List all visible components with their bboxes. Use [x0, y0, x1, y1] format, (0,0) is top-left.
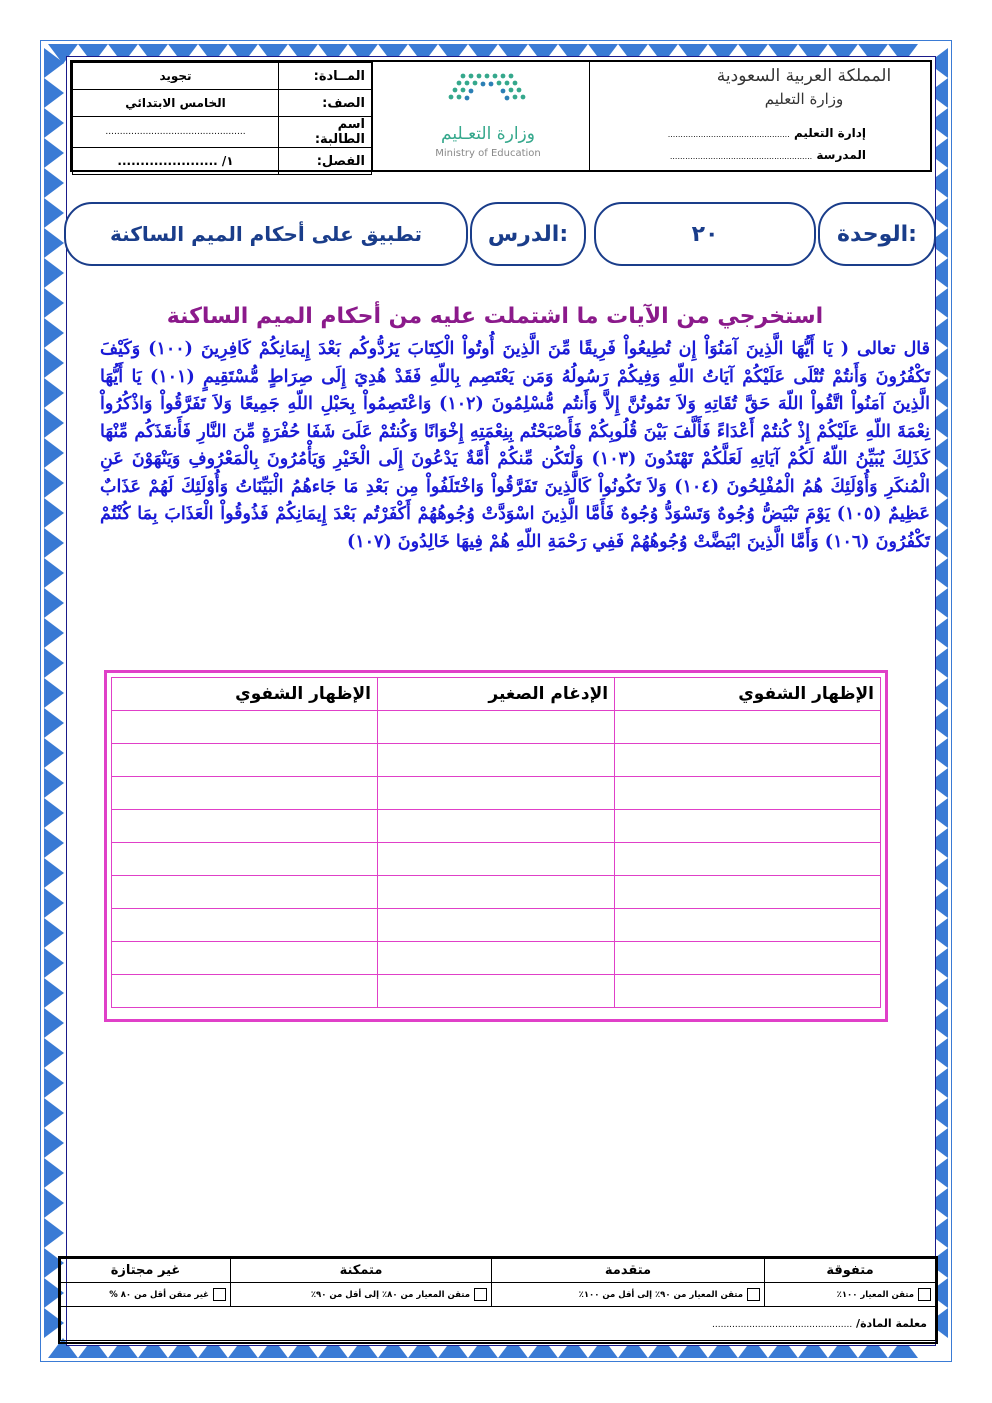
kingdom-cell — [590, 62, 930, 170]
answer-cell[interactable] — [377, 843, 614, 876]
quran-verses: قال تعالى ( يَا أَيُّهَا الَّذِينَ آمَنُوَاْ إِن تُطِيعُواْ فَرِيقًا مِّنَ الَّذِينَ أُوتُواْ الْكِتَابَ يَرُدُّوكُم بَعْدَ إِيمَانِكُمْ كَافِرِينَ (١٠٠) وَكَيْفَ تَكْفُرُونَ وَأَنتُمْ تُتْلَى عَلَيْكُمْ آيَاتُ اللّهِ وَفِيكُمْ رَسُولُهُ وَمَن يَعْتَصِم بِاللّهِ فَقَدْ هُدِيَ إِلَى صِرَاطٍ مُّسْتَقِيمٍ (١٠١) يَا أَيُّهَا الَّذِينَ آمَنُواْ اتَّقُواْ اللّهَ حَقَّ تُقَاتِهِ وَلاَ تَمُوتُنَّ إِلاَّ وَأَنتُم مُّسْلِمُونَ (١٠٢) وَاعْتَصِمُواْ بِحَبْلِ اللّهِ جَمِيعًا وَلاَ تَفَرَّقُواْ وَاذْكُرُواْ نِعْمَةَ اللّهِ عَلَيْكُمْ إِذْ كُنتُمْ أَعْدَاءً فَأَلَّفَ بَيْنَ قُلُوبِكُمْ فَأَصْبَحْتُم بِنِعْمَتِهِ إِخْوَانًا وَكُنتُمْ عَلَىَ شَفَا حُفْرَةٍ مِّنَ النَّارِ فَأَنقَذَكُم مِّنْهَا كَذَلِكَ يُبَيِّنُ اللّهُ لَكُمْ آيَاتِهِ لَعَلَّكُمْ تَهْتَدُونَ (١٠٣) وَلْتَكُن مِّنكُمْ أُمَّةٌ يَدْعُونَ إِلَى الْخَيْرِ وَيَأْمُرُونَ بِالْمَعْرُوفِ وَيَنْهَوْنَ عَنِ الْمُنكَرِ وَأُوْلَئِكَ هُمُ الْمُفْلِحُونَ (١٠٤) وَلاَ تَكُونُواْ كَالَّذِينَ تَفَرَّقُواْ وَاخْتَلَفُواْ مِن بَعْدِ مَا جَاءهُمُ الْبَيِّنَاتُ وَأُوْلَئِكَ لَهُمْ عَذَابٌ عَظِيمٌ (١٠٥) يَوْمَ تَبْيَضُّ وُجُوهٌ وَتَسْوَدُّ وُجُوهٌ فَأَمَّا الَّذِينَ اسْوَدَّتْ وُجُوهُهُمْ أَكْفَرْتُم بَعْدَ إِيمَانِكُمْ فَذُوقُواْ الْعَذَابَ بِمَا كُنْتُمْ تَكْفُرُونَ (١٠٦) وَأَمَّا الَّذِينَ ابْيَضَّتْ وُجُوهُهُمْ فَفِي رَحْمَةِ اللّهِ هُمْ فِيهَا خَالِدُونَ (١٠٧) — [100, 339, 931, 552]
teacher-field[interactable]: ................................................. — [712, 1320, 853, 1330]
answer-cell[interactable] — [615, 777, 881, 810]
zigzag-tooth — [44, 558, 64, 588]
checkbox[interactable] — [213, 1288, 226, 1301]
answer-table — [111, 677, 881, 1008]
answer-cell[interactable] — [377, 876, 614, 909]
answer-cell[interactable] — [377, 777, 614, 810]
answer-cell[interactable] — [615, 942, 881, 975]
zigzag-tooth — [44, 678, 64, 708]
checkbox[interactable] — [918, 1288, 931, 1301]
zigzag-tooth — [44, 978, 64, 1008]
table-row — [112, 777, 881, 810]
answer-cell[interactable] — [112, 876, 378, 909]
rubric-footer — [58, 1256, 938, 1344]
zigzag-tooth — [44, 798, 64, 828]
answer-cell[interactable] — [112, 777, 378, 810]
zigzag-tooth — [44, 1128, 64, 1158]
zigzag-tooth — [44, 258, 64, 288]
zigzag-tooth — [44, 348, 64, 378]
zigzag-tooth — [44, 858, 64, 888]
level-not-passed: غير مجتازة — [61, 1259, 231, 1283]
answer-cell[interactable] — [615, 843, 881, 876]
column-header: الإظهار الشفوي — [112, 678, 378, 711]
unit-number-pill — [594, 202, 816, 266]
answer-cell[interactable] — [615, 909, 881, 942]
ministry-name-en: Ministry of Education — [435, 148, 541, 159]
subject-label: المــادة: — [279, 63, 372, 90]
ministry-logo-cell — [372, 62, 590, 170]
answer-cell[interactable] — [615, 810, 881, 843]
zigzag-tooth — [44, 198, 64, 228]
answer-cell[interactable] — [615, 711, 881, 744]
zigzag-tooth — [44, 1218, 64, 1248]
lesson-label-pill — [470, 202, 586, 266]
level-excellent: متفوقة — [765, 1259, 936, 1283]
level-advanced: متقدمة — [492, 1259, 765, 1283]
lesson-title-pill — [64, 202, 468, 266]
criterion-proficient: متقن المعيار من ٨٠٪ إلى أقل من ٩٠٪ — [231, 1283, 492, 1307]
criterion-excellent: متقن المعيار ١٠٠٪ — [765, 1283, 936, 1307]
table-header-row — [112, 678, 881, 711]
column-header: الإظهار الشفوي — [615, 678, 881, 711]
answer-cell[interactable] — [615, 744, 881, 777]
answer-cell[interactable] — [615, 876, 881, 909]
answer-cell[interactable] — [112, 909, 378, 942]
column-header: الإدغام الصغير — [377, 678, 614, 711]
ministry-name-ar: وزارة التعـليم — [441, 124, 535, 144]
zigzag-tooth — [44, 138, 64, 168]
class-label: الفصل: — [279, 148, 372, 175]
zigzag-tooth — [44, 948, 64, 978]
zigzag-tooth — [44, 648, 64, 678]
zigzag-tooth — [44, 108, 64, 138]
answer-cell[interactable] — [377, 942, 614, 975]
lesson-title: تطبيق على أحكام الميم الساكنة — [109, 222, 423, 246]
zigzag-tooth — [44, 498, 64, 528]
edu-admin-label: إدارة التعليم — [793, 126, 866, 140]
student-info-table — [72, 62, 372, 175]
zigzag-tooth — [44, 528, 64, 558]
zigzag-tooth — [44, 288, 64, 318]
table-row — [112, 744, 881, 777]
answer-cell[interactable] — [112, 810, 378, 843]
table-row — [112, 711, 881, 744]
unit-label-pill — [818, 202, 936, 266]
teacher-label: معلمة المادة/ — [856, 1317, 927, 1330]
zigzag-tooth — [44, 1158, 64, 1188]
unit-label: الوحدة: — [837, 221, 917, 247]
zigzag-tooth — [44, 1188, 64, 1218]
answer-cell[interactable] — [377, 810, 614, 843]
zigzag-tooth — [44, 618, 64, 648]
criterion-advanced: متقن المعيار من ٩٠٪ إلى أقل من ١٠٠٪ — [492, 1283, 765, 1307]
zigzag-tooth — [44, 168, 64, 198]
zigzag-tooth — [44, 708, 64, 738]
kingdom-calligraphy-line2: وزارة التعليم — [764, 90, 844, 108]
answer-table-frame — [104, 670, 888, 1022]
rubric-table — [60, 1258, 936, 1341]
answer-cell[interactable] — [112, 744, 378, 777]
answer-cell[interactable] — [112, 843, 378, 876]
zigzag-tooth — [44, 408, 64, 438]
zigzag-tooth — [44, 768, 64, 798]
edu-admin-field[interactable]: ................................................ — [667, 130, 790, 139]
zigzag-tooth — [44, 918, 64, 948]
zigzag-tooth — [44, 318, 64, 348]
grade-label: الصف: — [279, 90, 372, 117]
teacher-row — [61, 1307, 936, 1341]
zigzag-tooth — [44, 228, 64, 258]
zigzag-tooth — [44, 468, 64, 498]
lesson-label: الدرس: — [487, 221, 569, 247]
zigzag-tooth — [44, 378, 64, 408]
checkbox[interactable] — [474, 1288, 487, 1301]
answer-cell[interactable] — [112, 942, 378, 975]
class-value[interactable]: ١/ ...................... — [73, 148, 279, 175]
zigzag-tooth — [44, 1068, 64, 1098]
zigzag-tooth — [44, 78, 64, 108]
school-field[interactable]: ........................................................ — [669, 152, 813, 161]
criterion-not-passed: غير متقن أقل من ٨٠ % — [61, 1283, 231, 1307]
table-row — [112, 942, 881, 975]
header-box — [70, 60, 932, 172]
answer-cell[interactable] — [377, 711, 614, 744]
student-name-label: اسم الطالبة: — [279, 117, 372, 148]
table-row — [112, 909, 881, 942]
checkbox[interactable] — [747, 1288, 760, 1301]
edu-admin-row — [668, 126, 866, 140]
zigzag-tooth — [44, 738, 64, 768]
answer-cell[interactable] — [377, 975, 614, 1008]
answer-cell[interactable] — [112, 711, 378, 744]
ministry-logo-icon — [433, 70, 543, 120]
school-row — [670, 148, 866, 162]
instruction-heading: استخرجي من الآيات ما اشتملت عليه من أحكام الميم الساكنة — [166, 304, 824, 329]
school-label: المدرسة — [816, 148, 866, 162]
zigzag-tooth — [44, 1038, 64, 1068]
answer-cell[interactable] — [112, 975, 378, 1008]
answer-cell[interactable] — [377, 909, 614, 942]
table-row — [112, 810, 881, 843]
student-name-field[interactable]: ................................................. — [73, 117, 279, 148]
table-row — [112, 876, 881, 909]
zigzag-tooth — [44, 828, 64, 858]
grade-value: الخامس الابتدائي — [73, 90, 279, 117]
table-row — [112, 843, 881, 876]
zigzag-tooth — [44, 1098, 64, 1128]
answer-cell[interactable] — [377, 744, 614, 777]
table-row — [112, 975, 881, 1008]
zigzag-tooth — [44, 888, 64, 918]
zigzag-tooth — [44, 1008, 64, 1038]
answer-cell[interactable] — [615, 975, 881, 1008]
subject-value: تجويد — [73, 63, 279, 90]
zigzag-tooth — [44, 438, 64, 468]
unit-number: ٢٠ — [691, 221, 719, 247]
level-proficient: متمكنة — [231, 1259, 492, 1283]
kingdom-calligraphy-line1: المملكة العربية السعودية — [716, 66, 892, 86]
zigzag-tooth — [44, 588, 64, 618]
